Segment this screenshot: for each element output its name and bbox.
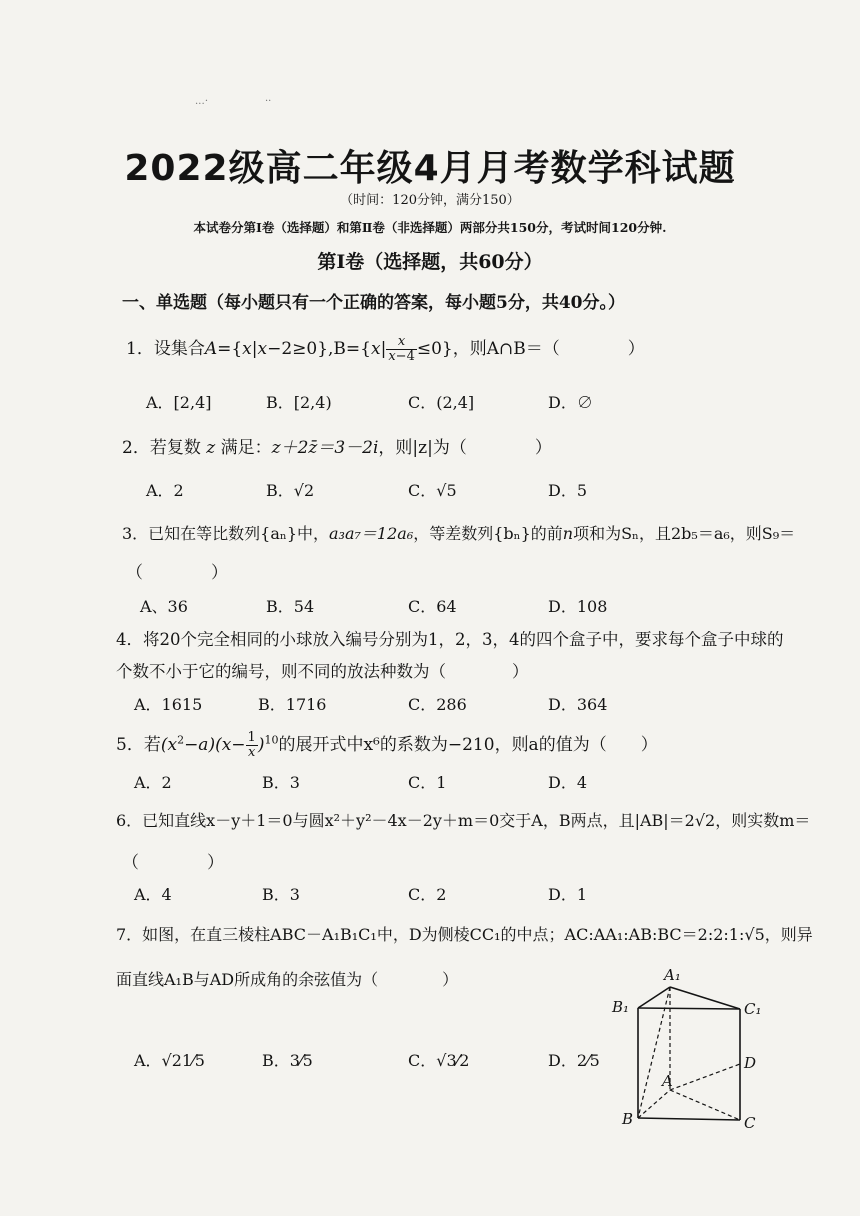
label-c: C xyxy=(744,1114,756,1132)
q5-option-c[interactable]: C．1 xyxy=(408,773,447,792)
q2-equation: z＋2z̄＝3－2i xyxy=(271,438,379,458)
volume-heading: 第Ⅰ卷（选择题，共60分） xyxy=(317,251,543,273)
q4-option-a[interactable]: A．1615 xyxy=(134,695,203,714)
q1-option-b[interactable]: B．[2,4) xyxy=(266,393,332,412)
q2-option-d[interactable]: D．5 xyxy=(548,481,588,500)
q2-lead: 2．若复数 xyxy=(122,438,201,458)
label-a1: A₁ xyxy=(664,966,681,984)
q2-mid: 满足： xyxy=(220,438,272,458)
q3-tail: 项和为Sₙ，且2b₅＝a₆，则S₉＝ xyxy=(573,524,796,543)
exam-instructions: 本试卷分第Ⅰ卷（选择题）和第Ⅱ卷（非选择题）两部分共150分，考试时间120分钟. xyxy=(193,220,667,235)
label-b: B xyxy=(622,1110,634,1128)
q3-option-c[interactable]: C．64 xyxy=(408,597,457,616)
q4-option-c[interactable]: C．286 xyxy=(408,695,467,714)
edge-b-c xyxy=(638,1118,740,1120)
q3-option-b[interactable]: B．54 xyxy=(266,597,315,616)
q3-answer-paren: （ ） xyxy=(126,563,228,583)
edge-b1-c1 xyxy=(638,1008,740,1009)
label-b1: B₁ xyxy=(612,998,630,1016)
q1-lead: 1．设集合 xyxy=(126,339,205,359)
question-5: 5．若$(x^2-a)(x-$ $\frac{1}{x}$ )$^{10}$的展开式中x⁶的系数为−210，则a的值为（ ） xyxy=(116,730,658,760)
q2-option-a[interactable]: A．2 xyxy=(146,481,184,500)
q1-option-c[interactable]: C．(2,4] xyxy=(408,393,475,412)
question-4-line-2: 个数不小于它的编号，则不同的放法种数为（ ） xyxy=(116,662,529,681)
question-7-line-2: 面直线A₁B与AD所成角的余弦值为（ ） xyxy=(116,970,459,989)
edge-b1-a1 xyxy=(638,987,670,1008)
q6-option-c[interactable]: C．2 xyxy=(408,885,447,904)
prism-figure xyxy=(610,960,790,1135)
label-a: A xyxy=(662,1072,673,1090)
question-3 xyxy=(122,521,795,544)
q7-option-c[interactable]: C．√3⁄2 xyxy=(408,1051,470,1070)
question-6-line-1: 6．已知直线x－y＋1＝0与圆x²＋y²－4x－2y＋m＝0交于A，B两点，且|AB|＝2√2，则实数m＝ xyxy=(116,811,811,830)
question-2: 2．若复数 z 满足：z＋2z̄＝3－2i，则|z|为（ ） xyxy=(122,438,552,458)
q5-option-d[interactable]: D．4 xyxy=(548,773,588,792)
scan-mark: ·· xyxy=(265,96,272,107)
q4-option-d[interactable]: D．364 xyxy=(548,695,608,714)
q6-option-d[interactable]: D．1 xyxy=(548,885,588,904)
q1-tail: ，则A∩B＝（ ） xyxy=(452,339,645,359)
exam-title: 2022级高二年级4月月考数学科试题 xyxy=(124,148,736,189)
q3-option-d[interactable]: D．108 xyxy=(548,597,608,616)
q6-option-a[interactable]: A．4 xyxy=(134,885,172,904)
question-4-line-1: 4．将20个完全相同的小球放入编号分别为1，2，3，4的四个盒子中，要求每个盒子中球的 xyxy=(116,630,784,649)
segment-a-d-hidden xyxy=(670,1064,740,1090)
q5-lead: 5．若 xyxy=(116,735,161,755)
edge-a-c-hidden xyxy=(670,1090,740,1120)
q1-option-d[interactable]: D．∅ xyxy=(548,393,593,412)
q3-lead: 3．已知在等比数列{aₙ}中， xyxy=(122,524,330,543)
q1-option-a[interactable]: A．[2,4] xyxy=(146,393,212,412)
q7-option-d[interactable]: D．2⁄5 xyxy=(548,1051,600,1070)
segment-a1-b-hidden xyxy=(638,987,670,1118)
q6-answer-paren: （ ） xyxy=(122,853,224,873)
question-7-line-1: 7．如图，在直三棱柱ABC－A₁B₁C₁中，D为侧棱CC₁的中点；AC:AA₁:AB:BC＝2:2:1:√5，则异 xyxy=(116,925,813,944)
q3-equation: a₃a₇＝12a₆ xyxy=(329,524,414,543)
section-heading: 一、单选题（每小题只有一个正确的答案，每小题5分，共40分。） xyxy=(122,293,625,313)
q5-option-b[interactable]: B．3 xyxy=(262,773,300,792)
exam-time-note: （时间：120分钟，满分150） xyxy=(340,193,520,208)
q3-mid: ，等差数列{bₙ}的前 xyxy=(413,524,563,543)
q7-option-a[interactable]: A．√21⁄5 xyxy=(134,1051,205,1070)
edge-a1-c1 xyxy=(670,987,740,1009)
q6-option-b[interactable]: B．3 xyxy=(262,885,300,904)
q3-n: n xyxy=(562,524,574,543)
q4-option-b[interactable]: B．1716 xyxy=(258,695,327,714)
q7-option-b[interactable]: B．3⁄5 xyxy=(262,1051,313,1070)
label-c1: C₁ xyxy=(744,1000,762,1018)
scan-mark: .‥· xyxy=(195,96,209,107)
q5-tail: 的展开式中x⁶的系数为−210，则a的值为（ ） xyxy=(278,735,658,755)
q2-option-c[interactable]: C．√5 xyxy=(408,481,457,500)
q5-option-a[interactable]: A．2 xyxy=(134,773,172,792)
q2-option-b[interactable]: B．√2 xyxy=(266,481,315,500)
question-1: 1．设集合A={x|x−2≥0},B={x| $\frac{x}{x-4}$ ≤0}，则A∩B＝（ ） xyxy=(126,334,645,364)
q2-tail: ，则|z|为（ ） xyxy=(378,438,552,458)
label-d: D xyxy=(744,1054,757,1072)
q3-option-a[interactable]: A、36 xyxy=(140,597,188,616)
edge-b-a-hidden xyxy=(638,1090,670,1118)
